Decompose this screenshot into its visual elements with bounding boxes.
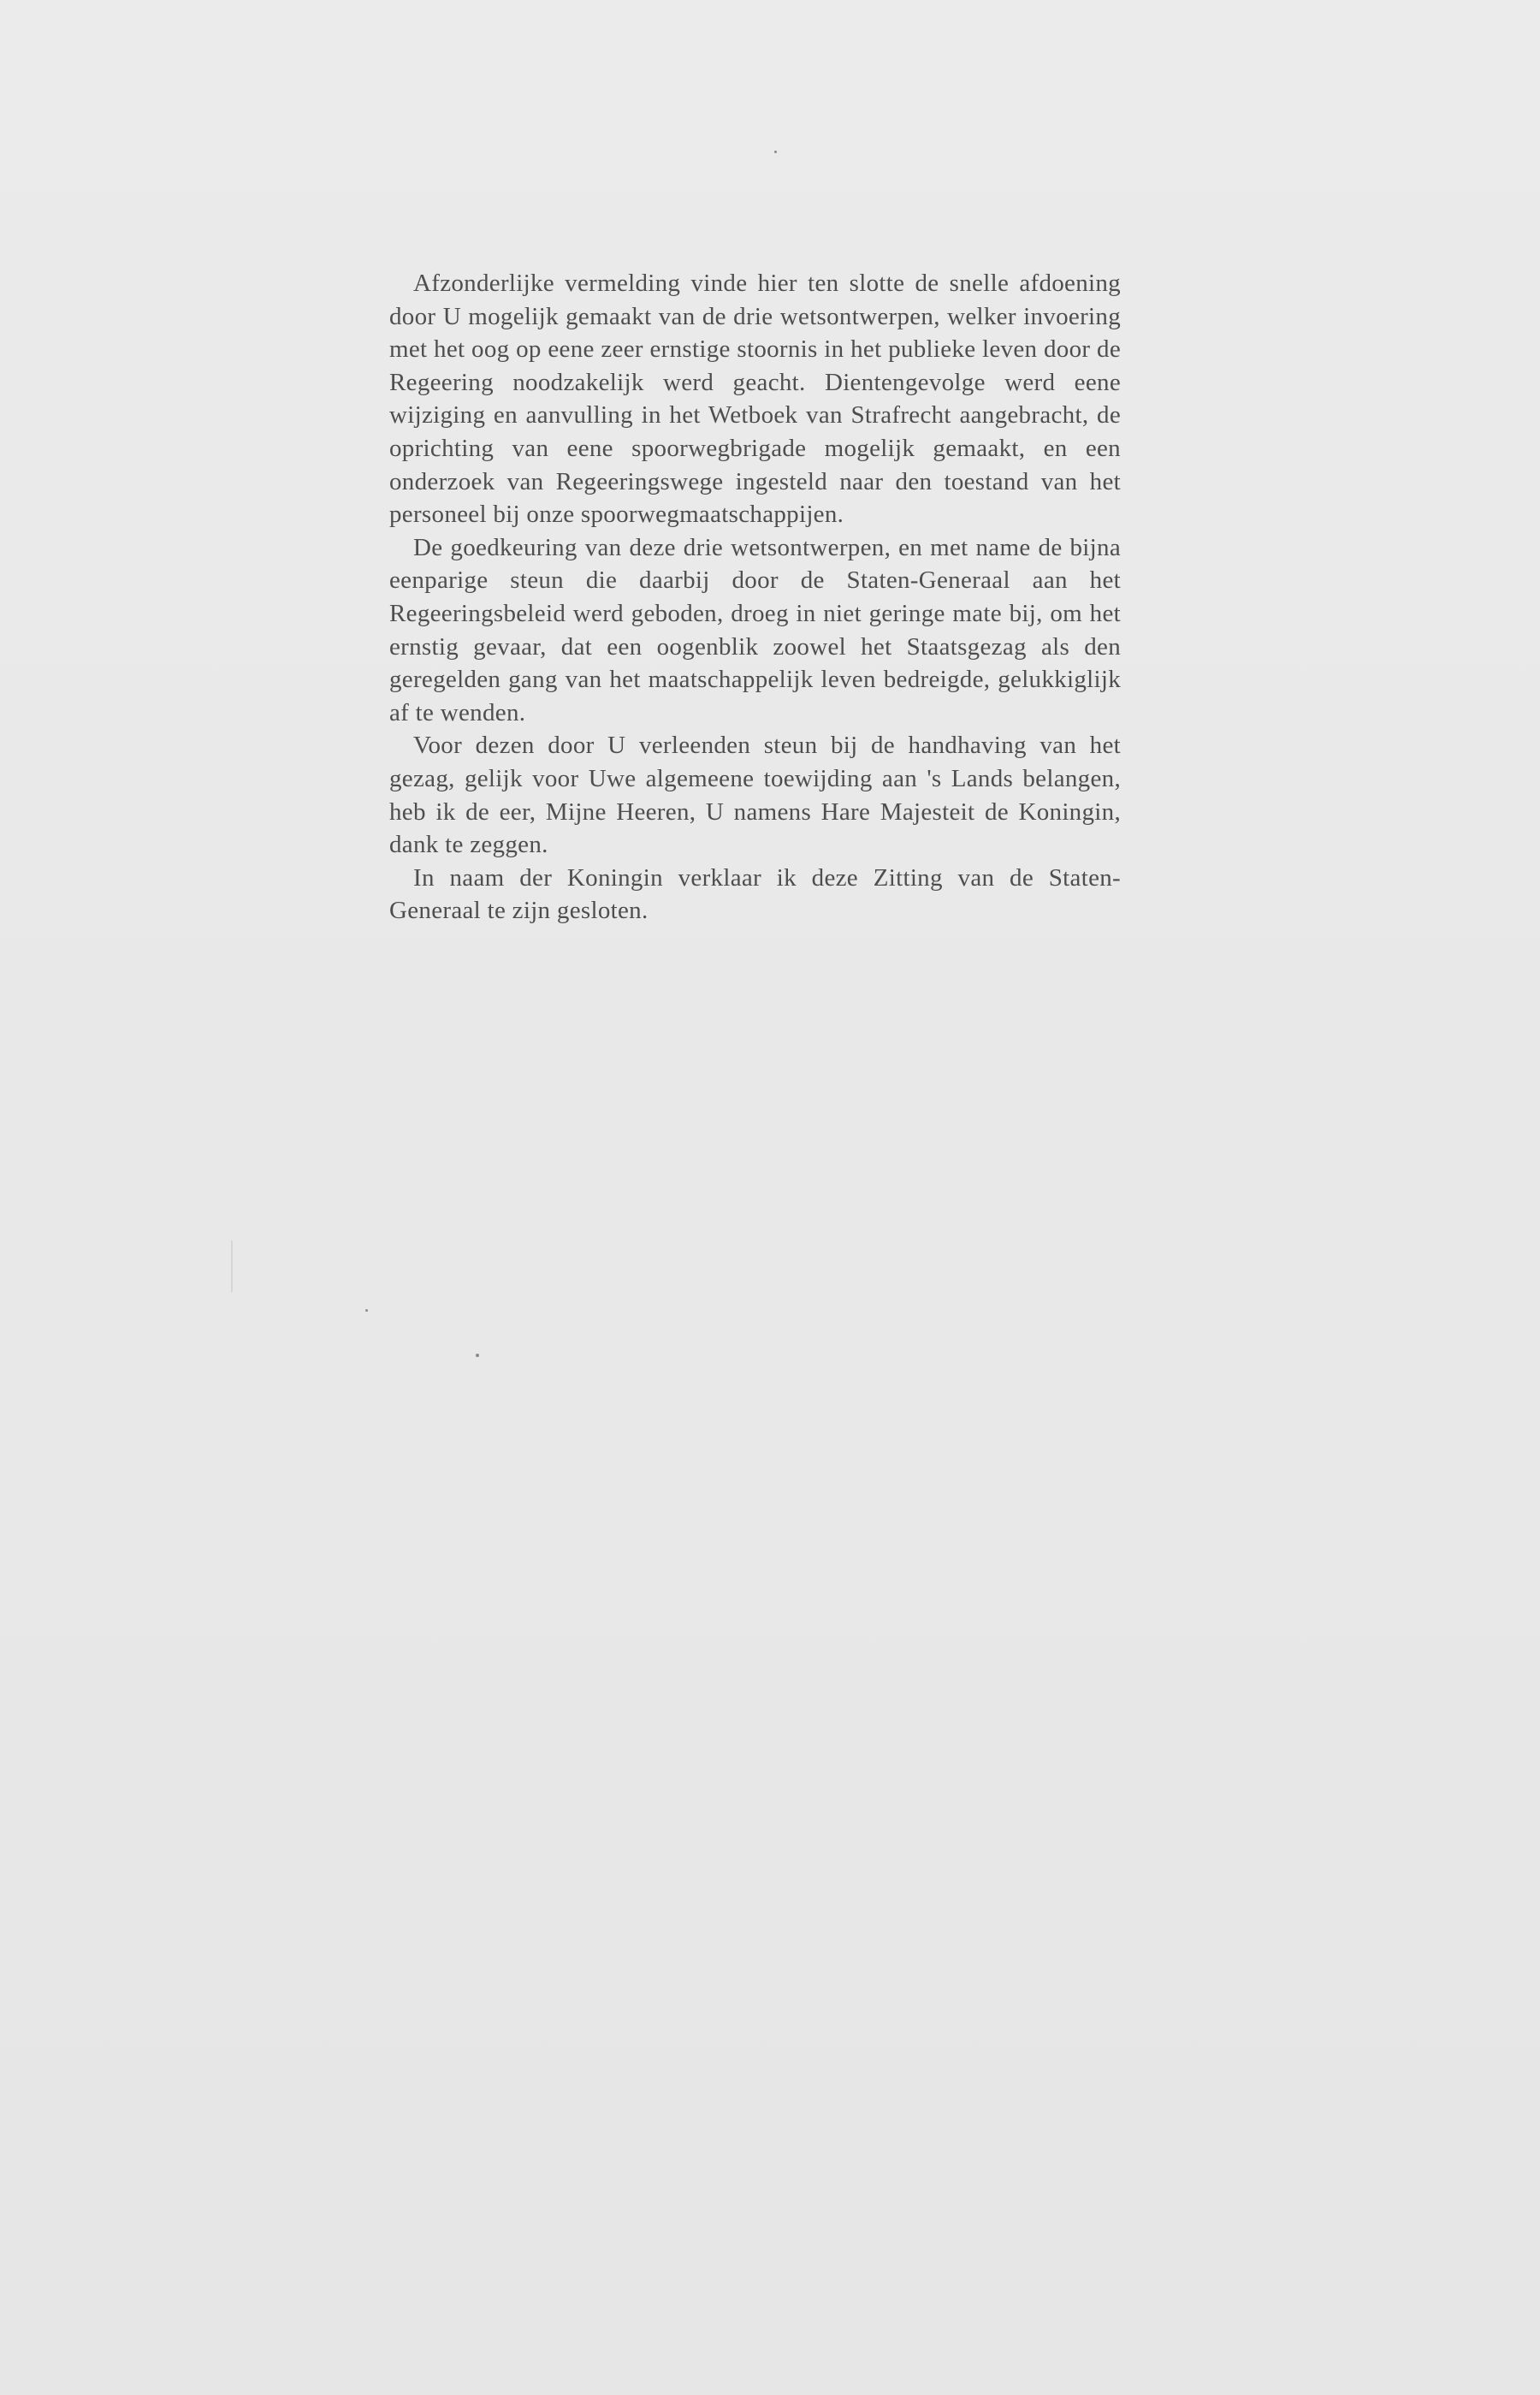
paper-speck: [476, 1354, 479, 1357]
paragraph-closing-remarks: Afzonderlijke vermelding vinde hier ten slotte de snelle afdoening door U mogelijk gemaakt van de drie wetsontwerpen, welker invoering met het oog op eene zeer ernstige stoornis in het publieke leven door de Regeering noodzakelijk werd geacht. Dientengevolge werd eene wijziging en aanvulling in het Wetboek van Strafrecht aangebracht, de oprichting van eene spoorwegbrigade mogelijk gemaakt, en een onderzoek van Regeeringswege ingesteld naar den toestand van het personeel bij onze spoorwegmaatschappijen.: [389, 270, 1121, 529]
paragraph-session-closed: In naam der Koningin verklaar ik deze Zitting van de Staten-Generaal te zijn gesloten.: [389, 863, 1121, 925]
paragraph-thanks: Voor dezen door U verleenden steun bij de handhaving van het gezag, gelijk voor Uwe algemeene toewijding aan 's Lands belangen, heb ik de eer, Mijne Heeren, U namens Hare Majesteit de Koningin, dank te zeggen.: [389, 732, 1121, 859]
paragraph-approval: De goedkeuring van deze drie wetsontwerpen, en met name de bijna eenparige steun die daarbij door de Staten-Generaal aan het Regeeringsbeleid werd geboden, droeg in niet geringe mate bij, om het ernstig gevaar, dat een oogenblik zoowel het Staatsgezag als den geregelden gang van het maatschappelijk leven bedreigde, gelukkiglijk af te wenden.: [389, 533, 1121, 726]
page-crease: [231, 1241, 233, 1292]
paper-speck: [774, 151, 777, 153]
paper-speck: [365, 1309, 368, 1312]
document-body: [389, 267, 1121, 928]
